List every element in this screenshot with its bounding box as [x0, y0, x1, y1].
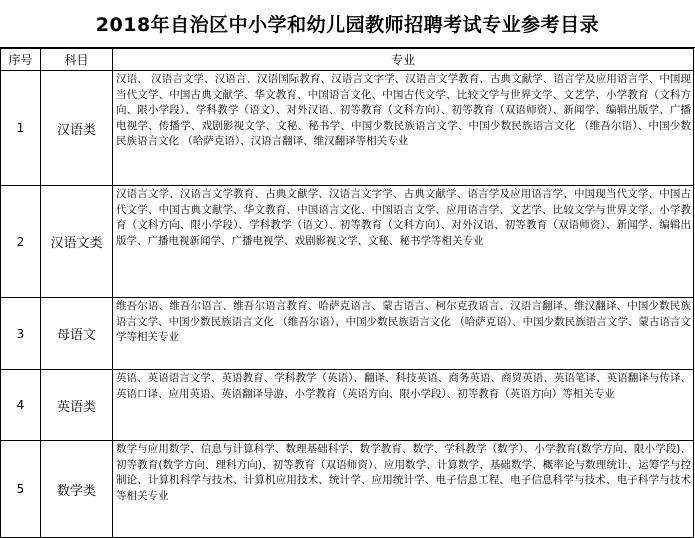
row-subject: 母语文 [41, 298, 113, 370]
specialty-table [0, 48, 694, 538]
page-title: 2018年自治区中小学和幼儿园教师招聘考试专业参考目录 [0, 0, 695, 48]
table-header-row [1, 49, 694, 71]
row-subject: 汉语文类 [41, 186, 113, 298]
header-subject: 科目 [41, 49, 113, 71]
row-specialty-list: 数学与应用数学、信息与计算科学、数理基础科学、数学教育、数学、学科教学（数学）、小学教育(数学方向、限小学段)、初等教育(数学方向、理科方向)、初等教育（双语师资）、应用数学、计算数学、基础数学、概率论与数理统计、运筹学与控制论、计算机科学与技术、计算机应用技术、统计学、应用统计学、电子信息工程、电子信息科学与技术、电子科学与技术等相关专业 [113, 441, 694, 538]
row-number: 1 [1, 71, 41, 186]
table-row [1, 441, 694, 538]
table-row [1, 186, 694, 298]
row-number: 5 [1, 441, 41, 538]
row-subject: 汉语类 [41, 71, 113, 186]
row-specialty-list: 维吾尔语、维吾尔语言、维吾尔语言教育、哈萨克语言、蒙古语言、柯尔克孜语言、汉语言翻译、维汉翻译、中国少数民族语言文学、中国少数民族语言文化 （维吾尔语）、中国少数民族语言文化 （哈萨克语）、中国少数民族语言文学、蒙古语言文学等相关专业 [113, 298, 694, 370]
header-no: 序号 [1, 49, 41, 71]
header-specialty: 专业 [113, 49, 694, 71]
row-number: 4 [1, 370, 41, 441]
table-row [1, 370, 694, 441]
row-subject: 数学类 [41, 441, 113, 538]
row-specialty-list: 汉语言文学、汉语言文学教育、古典文献学、汉语言文字学、古典文献学、语言学及应用语言学、中国现当代文学、中国古代文学、中国古典文献学、华文教育、中国语言文化、中国语言文学、应用语言学、文艺学、比较文学与世界文学、小学教育（文科方向、限小学段）、学科教学（语文）、初等教育（文科方向）、对外汉语、初等教育（双语师资）、新闻学、编辑出版学、广播电视新闻学、广播电视学、戏剧影视文学、文秘、秘书学等相关专业 [113, 186, 694, 298]
row-specialty-list: 英语、英语语言文学、英语教育、学科教学（英语）、翻译、科技英语、商务英语、商贸英语、英语笔译、英语翻译与传译、英语口译、应用英语、英语翻译导游、小学教育（英语方向、限小学段）、初等教育（英语方向）等相关专业 [113, 370, 694, 441]
table-row [1, 71, 694, 186]
row-number: 2 [1, 186, 41, 298]
table-row [1, 298, 694, 370]
row-number: 3 [1, 298, 41, 370]
row-subject: 英语类 [41, 370, 113, 441]
row-specialty-list: 汉语、 汉语言文学、汉语言、汉语国际教育、汉语言文字学、汉语言文学教育、古典文献学、语言学及应用语言学、中国现当代文学、中国古典文献学、华文教育、中国语言文化、中国古代文学、比较文学与世界文学、文艺学、小学教育（文科方向、限小学段）、学科教学（语文）、对外汉语、初等教育（文科方向）、初等教育（双语师资）、新闻学、编辑出版学、广播电视学、传播学、戏剧影视文学、文秘、秘书学、中国少数民族语言文学、中国少数民族语言文化 （维吾尔语）、中国少数民族语言文化 （哈萨克语）、汉语言翻译、维汉翻译等相关专业 [113, 71, 694, 186]
